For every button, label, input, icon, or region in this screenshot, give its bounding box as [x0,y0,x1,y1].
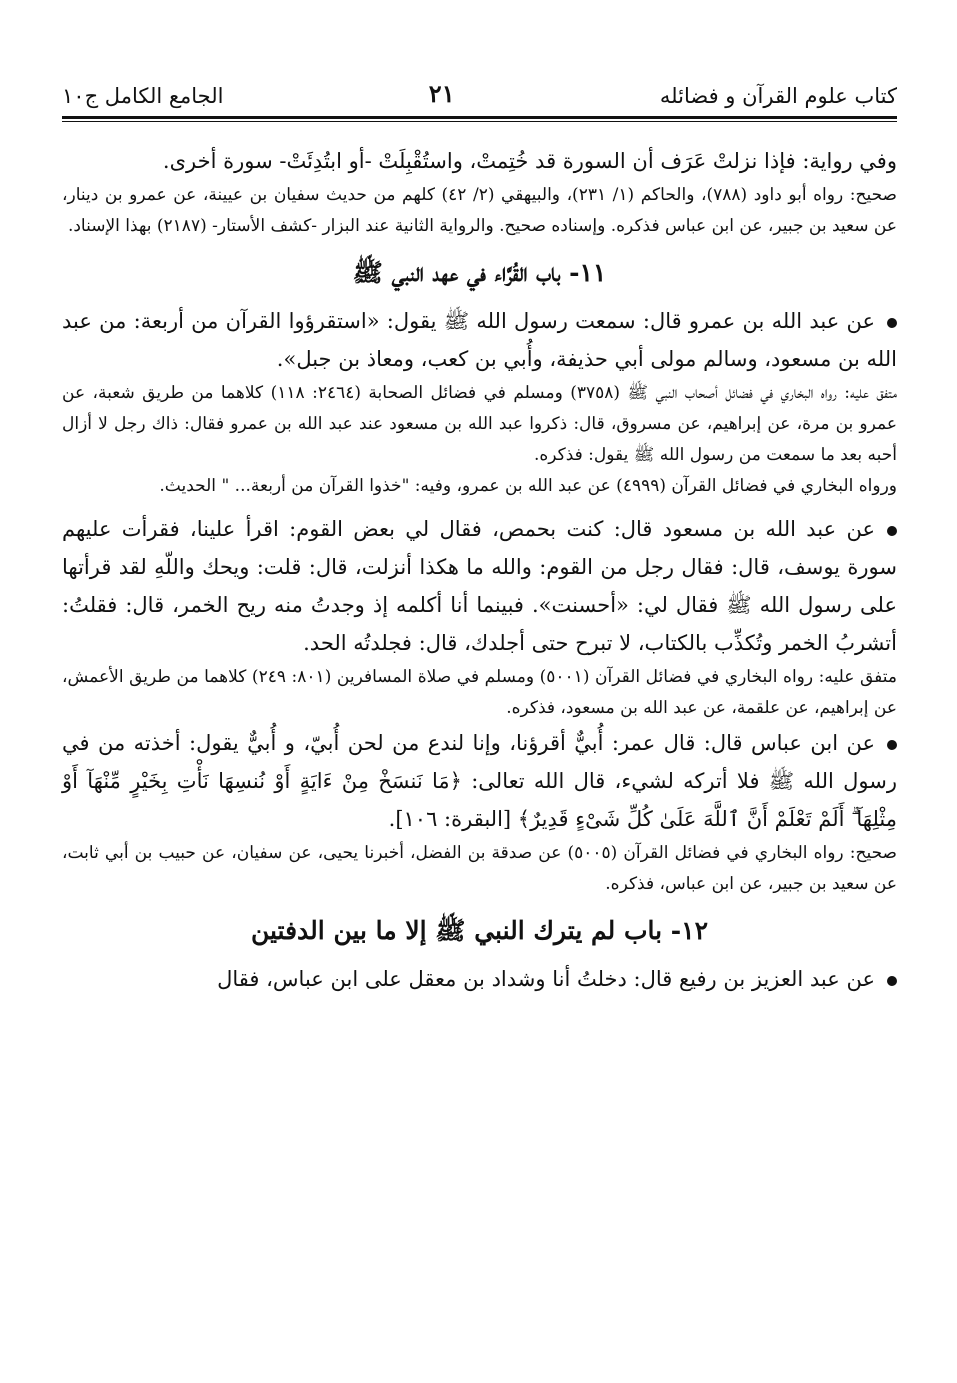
page-number: ٢١ [428,79,455,108]
note-text: صحيح: رواه البخاري في فضائل القرآن (٥٠٠٥) عن صدقة بن الفضل، أخبرنا يحيى، عن سفيان، عن حبيب بن أبي ثابت، عن سعيد بن جبير، عن ابن عباس، فذكره. [62,843,897,894]
takhrij-note [62,662,897,724]
paragraph-text: عن عبد الله بن مسعود قال: كنت بحمص، فقال لي بعض القوم: اقرأ علينا، فقرأت عليهم سورة يوسف، قال: فقال رجل من القوم: والله ما هكذا أنزلت، قال: قلت: ويحك واللّهِ لقد قرأتها على رسول الله ﷺ فقال لي: «أحسنت». فبينما أنا أكلمه إذ وجدتُ منه ريح الخمر، قال: فقلتُ: أتشربُ الخمر وتُكذِّب بالكتاب، لا تبرح حتى أجلدك، قال: فجلدتُه الحد. [62,517,897,655]
bullet-icon [887,526,897,536]
bullet-icon [887,318,897,328]
note-text: متفق عليه: رواه البخاري في فضائل القرآن (٥٠٠١) ومسلم في صلاة المسافرين (٨٠١: ٢٤٩) كلاهما من طريق الأعمش، عن إبراهيم، عن علقمة، عن عبد الله بن مسعود، فذكره. [62,667,898,718]
chapter-heading: ١٢- باب لم يترك النبي ﷺ إلا ما بين الدفتين [250,916,709,945]
bullet-icon [887,976,897,986]
header-rule-thick [62,116,897,119]
takhrij-note [62,471,897,502]
narration-paragraph [62,142,897,180]
paragraph-text: وفي رواية: فإذا نزلتْ عَرَف أن السورة قد خُتِمتْ، واستُقْبِلَتْ -أو ابتُدِئَتْ- سورة أخرى. [162,149,897,173]
takhrij-note [62,838,897,900]
paragraph-text: عن عبد الله بن عمرو قال: سمعت رسول الله ﷺ يقول: «استقرؤوا القرآن من أربعة: من عبد الله بن مسعود، وسالم مولى أبي حذيفة، وأُبي بن كعب، ومعاذ بن جبل». [62,309,897,371]
page-body [62,142,897,998]
paragraph-text: عن عبد العزيز بن رفيع قال: دخلتُ أنا وشداد بن معقل على ابن عباس، فقال [217,967,875,991]
note-text: متفق عليه: رواه البخاري في فضائل أصحاب النبي ﷺ (٣٧٥٨) ومسلم في فضائل الصحابة (٢٤٦٤: ١١٨) كلاهما من طريق شعبة، عن عمرو بن مرة، عن إبراهيم، عن مسروق، قال: ذكروا عبد الله بن مسعود عند عبد الله بن عمرو فقال: ذاك رجل لا أزال أحبه بعد ما سمعت من رسول الله ﷺ يقول: فذكره. [62,383,897,465]
running-header [62,68,897,108]
hadith-paragraph [62,960,897,998]
paragraph-text: عن ابن عباس قال: قال عمر: أُبيٌّ أقرؤنا، وإنا لندع من لحن أُبيّ، و أُبيٌّ يقول: أخذته من في رسول الله ﷺ فلا أتركه لشيء، قال الله تعالى: ﴿مَا نَنسَخْ مِنْ ءَايَةٍ أَوْ نُنسِهَا نَأْتِ بِخَيْرٍ مِّنْهَآ أَوْ مِثْلِهَآ ۗ أَلَمْ تَعْلَمْ أَنَّ ٱللَّهَ عَلَىٰ كُلِّ شَىْءٍ قَدِيرٌ﴾ [البقرة: ١٠٦]. [62,731,897,831]
book-title: كتاب علوم القرآن و فضائله [659,84,897,108]
series-title: الجامع الكامل ج١٠ [62,84,224,108]
note-text: ورواه البخاري في فضائل القرآن (٤٩٩٩) عن عبد الله بن عمرو، وفيه: "خذوا القرآن من أربعة... " الحديث. [159,476,897,496]
hadith-paragraph [62,302,897,378]
hadith-paragraph [62,724,897,838]
takhrij-note [62,378,897,471]
bullet-icon [887,740,897,750]
book-page [62,68,897,998]
hadith-paragraph [62,510,897,662]
note-text: صحيح: رواه أبو داود (٧٨٨)، والحاكم (١/ ٢٣١)، والبيهقي (٢/ ٤٢) كلهم من حديث سفيان بن عيينة، عن عمرو بن دينار، عن سعيد بن جبير، عن ابن عباس فذكره. وإسناده صحيح. والرواية الثانية عند البزار -كشف الأستار- (٢١٨٧) بهذا الإسناد. [62,185,897,236]
header-rule-thin [62,121,897,122]
chapter-heading: ١١- باب القُرَّاء في عهد النبي ﷺ [352,258,607,287]
takhrij-note [62,180,897,242]
